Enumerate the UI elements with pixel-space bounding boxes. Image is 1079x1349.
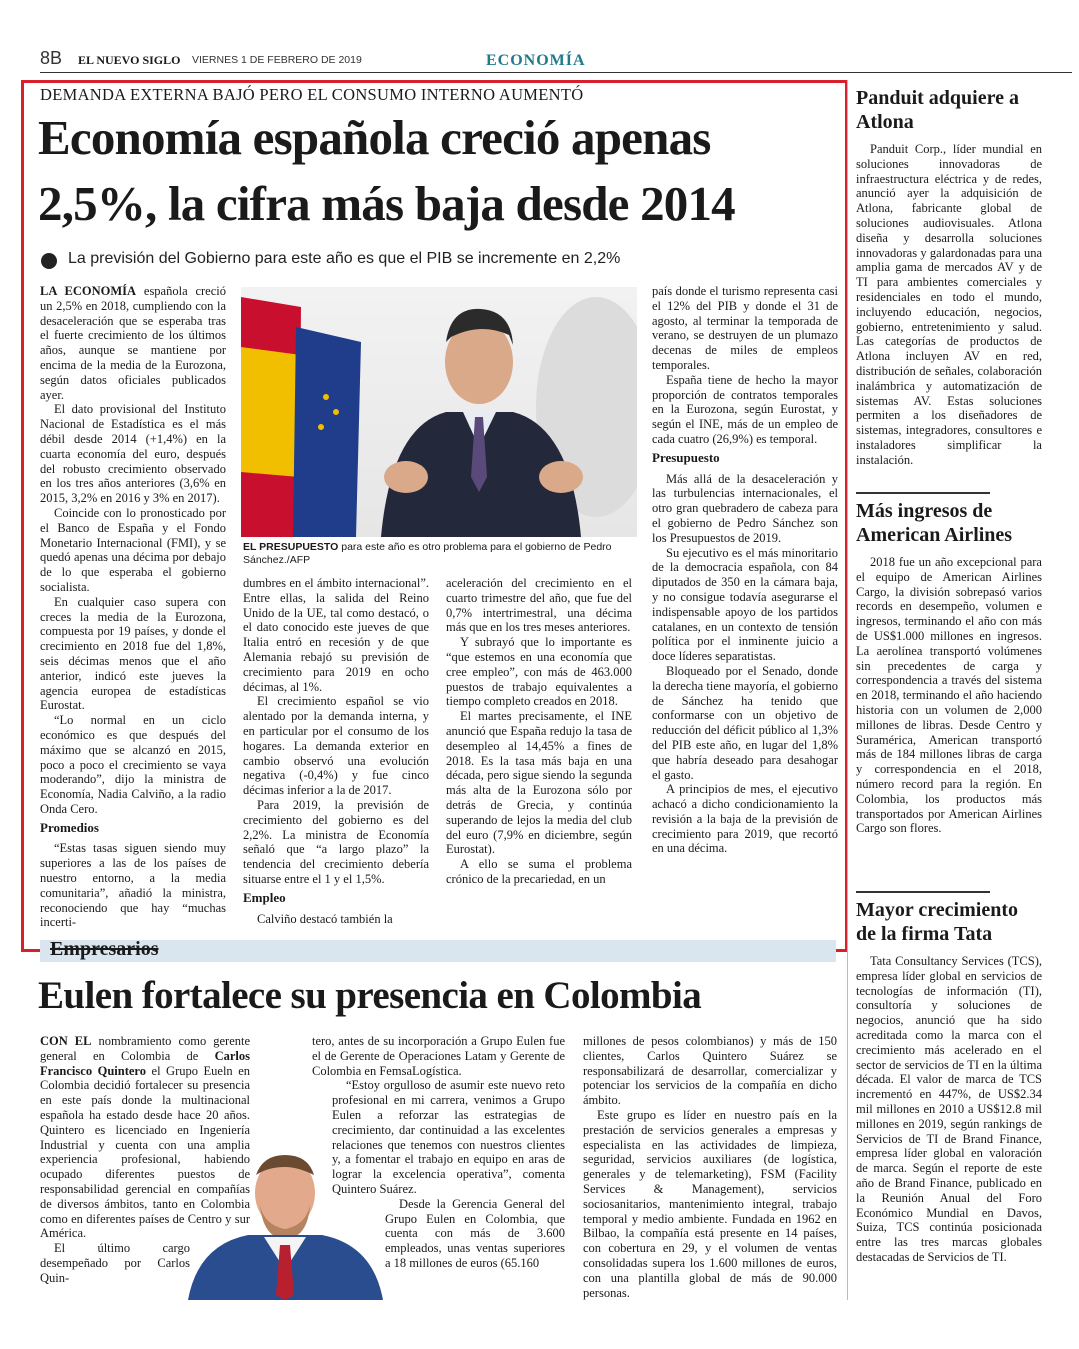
- paragraph: El dato provisional del Instituto Nacional de Estadística es el más débil desde 2014 (+1,4%) en la cuarta economía del euro, después del robusto crecimiento observado en los tres años anteriores (3,6% en 2015, 3,2% en 2016 y 3% en 2017).: [40, 402, 226, 506]
- paragraph: Para 2019, la previsión de crecimiento del gobierno es del 2,2%. La ministra de Economía señaló que “a largo plazo” la tendencia del crecimiento debería situarse entre el 1 y el 1,5%.: [243, 797, 429, 886]
- paragraph: millones de pesos colombianos) y más de 150 clientes, Carlos Quintero Suárez se responsabilizará de desarrollar, comercializar y potenciar los servicios de la compañía en dicho ámbito.: [583, 1034, 837, 1108]
- paragraph: A ello se suma el problema crónico de la precariedad, en un: [446, 857, 632, 886]
- paragraph: El martes precisamente, el INE anunció que España redujo la tasa de desempleo al 14,45% a fines de 2018. Es la tasa más baja en una década, pero sigue siendo la segunda más alta de la Eurozona sólo por detrás de Grecia, y continúa superando de lejos la media del club del euro (7,9% en diciembre, según Eurostat).: [446, 709, 632, 857]
- brief-separator: [856, 492, 990, 494]
- paragraph: el Grupo Eueln en Colombia decidió fortalecer su presencia en este país donde la multinacional española ha estado desde hace 20 años. Quintero es licenciado en Ingeniería Industrial y cuenta con una amplia experiencia profesional, habiendo ocupado diferentes puestos de responsabilidad gerencial en compañías de diversos ámbitos, tanto en Colombia como en diferentes países de Centro y sur América.: [40, 1063, 251, 1241]
- paragraph: Este grupo es líder en nuestro país en la prestación de servicios generales a empresas y especialista en las actividades de limpieza, seguridad, servicios auxiliares (de logística, generales y de telemarketing), FSM (Facility Services & Management), servicios sociosanitarios, mantenimiento integral, trabajo temporal y medio ambiente. Fundada en 1962 en Bilbao, la compañía está presente en 14 países, con cobertura en 29, y el volumen de ventas consolidadas supera los 1.600 millones de euros, con una plantilla global de más de 90.000 personas.: [583, 1107, 837, 1300]
- brief-text: 2018 fue un año excepcional para el equipo de American Airlines Cargo, la división sobrepasó varios records en desempeño, volumen e ingresos, terminando el año con más de US$1.000 millones en ingresos. La aerolínea transportó volúmenes sin precedentes de carga y correspondencia a través del sistema en 2018, terminando el año haciendo historia con un volumen de 2,000 millones de libras. Desde Centro y Suramérica, American transportó más de 184 millones libras de carga y correspondencia en el 2018, número record para la región. En Colombia, los productos más transportados por American Airlines Cargo son flores.: [856, 555, 1042, 836]
- paragraph: En cualquier caso supera con creces la media de la Eurozona, compuesta por 19 países, y donde el crecimiento en 2018 fue del 1,8%, seis décimas menos que el año anterior, indicó este jueves la agencia europea de estadísticas Eurostat.: [40, 594, 226, 713]
- sidebar-divider: [847, 80, 848, 1300]
- paragraph: nombramiento como gerente general en Colombia de: [40, 1034, 251, 1063]
- lead-in: CON EL: [40, 1034, 92, 1048]
- paragraph: Y subrayó que lo importante es “que estemos en una economía que cree empleo”, con más de 463.000 puestos de trabajo equivalentes a tiempo completo creados en 2018.: [446, 635, 632, 709]
- paragraph: “Estoy orgulloso de asumir este nuevo reto profesional en mi carrera, venimos a Grupo Eulen a reforzar las estrategias de crecimiento, dar continuidad a las excelentes relaciones que tenemos con nuestros clientes y, a fomentar el trabajo en equipo en aras de lograr la excelencia operativa”, comenta Quintero Suárez.: [332, 1078, 565, 1196]
- brief-headline: Panduit adquiere a Atlona: [856, 87, 1019, 133]
- paragraph: aceleración del crecimiento en el cuarto trimestre del año, que fue del 0,7% intertrimestral, una décima más que en los tres meses anteriores.: [446, 576, 632, 635]
- issue-date: VIERNES 1 DE FEBRERO DE 2019: [192, 54, 362, 66]
- paragraph: española creció un 2,5% en 2018, cumpliendo con la desaceleración que se esperaba tras el fuerte crecimiento de los últimos años, aunque se mantiene por encima de la media de la Eurozona, según datos oficiales publicados ayer.: [40, 284, 226, 402]
- main-headline-line2: 2,5%, la cifra más baja desde 2014: [38, 176, 735, 231]
- paragraph: “Lo normal en un ciclo económico es que después del máximo que se alcanzó en 2015, poco a poco el crecimiento se vaya moderando”, dijo la ministra de Economía, Nadia Calviño, a la radio Onda Cero.: [40, 713, 226, 816]
- brief-headline: Mayor crecimiento de la firma Tata: [856, 899, 1018, 945]
- paragraph: El crecimiento español se vio alentado por la demanda interna, y en particular por el consumo de los hogares. La demanda exterior en cambio observó una evolución negativa (-0,4%) y fue cinco décimas inferior a la de 2017.: [243, 694, 429, 798]
- paragraph: dumbres en el ámbito internacional”. Entre ellas, la salida del Reino Unido de la UE, tal como destacó, o el dato conocido este jueves de que Italia entró en recesión y de que Alemania rebajó su previsión de crecimiento para 2019 en ocho décimas, al 1%.: [243, 576, 429, 694]
- subhead-empleo: Empleo: [243, 889, 286, 905]
- paragraph: “Estas tasas siguen siendo muy superiores a las de los países de nuestro entorno, a la media comunitaria”, añadió la ministra, reconociendo que hay “muchas incerti-: [40, 841, 226, 930]
- lead-in: LA ECONOMÍA: [40, 284, 137, 298]
- brief-headline: Más ingresos de American Airlines: [856, 500, 1013, 546]
- paragraph: Más allá de la desaceleración y las turbulencias internacionales, el otro gran quebradero de cabeza para el gobierno de Pedro Sánchez son los Presupuestos de 2019.: [652, 471, 838, 545]
- page-number: 8B: [40, 48, 63, 68]
- person-name: Carlos Francisco Quintero: [40, 1048, 251, 1078]
- subhead-presupuesto: Presupuesto: [652, 449, 720, 465]
- paragraph: Coincide con lo pronosticado por el Banco de España y el Fondo Monetario Internacional (FMI), y se quedó apenas una décima por debajo de lo que esperaba el gobierno socialista.: [40, 505, 226, 594]
- paragraph: tero, antes de su incorporación a Grupo Eulen fue el de Gerente de Operaciones Latam y Gerente de Colombia en FemsaLogística.: [312, 1034, 565, 1078]
- brief-text: Panduit Corp., líder mundial en soluciones innovadoras de infraestructura eléctrica y de redes, anunció ayer la adquisición de Atlona, fabricante global de soluciones audiovisuales. Atlona diseña y desarrolla soluciones innovadoras y galardonadas para una amplia gama de mercados AV y de TI para ambientes comerciales y residenciales en todo el mundo, incluyendo educación, negocios, gobierno, entretenimiento y salud. Las categorías de productos de Atlona incluyen AV en red, distribución de señales, colaboración inalámbrica y automatización de sistemas AV. Estas soluciones permiten a los diseñadores de sistemas, integradores, consultores e instaladores simplificar la instalación.: [856, 142, 1042, 467]
- main-kicker: DEMANDA EXTERNA BAJÓ PERO EL CONSUMO INTERNO AUMENTÓ: [40, 85, 584, 104]
- brief-text: Tata Consultancy Services (TCS), empresa líder global en servicios de tecnologías de información (TI), consultoría y soluciones de negocios, anunció que ha sido acreditada como la marca con el crecimiento más acelerado en el sector de servicios de TI en la última década. El valor de marca de TCS incrementó en 447%, de US$2.34 mil millones en 2010 a US$12.8 mil millones en 2019, según rankings de Servicios de TI de Brand Finance, empresa líder global en valoración de marca. Según el reporte de este año de Brand Finance, publicado en la Reunión Anual del Foro Económico Mundial en Davos, Suiza, TCS continúa posicionada entre las tres marcas globales destacadas de Servicios de TI.: [856, 954, 1042, 1264]
- paragraph: país donde el turismo representa casi el 12% del PIB y donde el 31 de agosto, al terminar la temporada de verano, se destruyen de un plumazo decenas de miles de empleos temporales.: [652, 284, 838, 372]
- paragraph: España tiene de hecho la mayor proporción de contratos temporales en la Eurozona, según Eurostat, y según el INE, más de un empleo de cada cuatro (26,9%) es temporal.: [652, 372, 838, 446]
- paragraph: Bloqueado por el Senado, donde la derecha tiene mayoría, el gobierno de Sánchez ha tenido que conformarse con un objetivo de reducción del déficit público al 1,3% del PIB este año, en lugar del 1,8% que habría deseado para desahogar el gasto.: [652, 663, 838, 782]
- paragraph: A principios de mes, el ejecutivo achacó a dicho condicionamiento la revisión a la baja de la previsión de crecimiento para 2019, que recortó en una décima.: [652, 782, 838, 856]
- section-name: ECONOMÍA: [486, 52, 586, 69]
- main-headline-line1: Economía española creció apenas: [38, 110, 711, 165]
- brief-separator: [856, 891, 990, 893]
- paper-name: EL NUEVO SIGLO: [78, 53, 181, 67]
- subhead-promedios: Promedios: [40, 819, 99, 835]
- highlight-frame: [21, 80, 848, 952]
- second-col-3: [583, 1034, 837, 1300]
- second-col-2: [260, 1034, 565, 1271]
- sidebar-brief-1: [856, 86, 1042, 468]
- paragraph: Calviño destacó también la: [257, 911, 393, 926]
- sidebar-brief-2: [856, 499, 1042, 836]
- paragraph: El último cargo desempeñado por Carlos Quin-: [40, 1241, 190, 1285]
- second-headline: Eulen fortalece su presencia en Colombia: [38, 974, 702, 1017]
- section-label: Empresarios: [50, 938, 159, 960]
- masthead-rule: [40, 72, 1072, 73]
- caption-text: para este año es otro problema para el gobierno de Pedro Sánchez./AFP: [243, 541, 612, 566]
- sidebar-brief-3: [856, 898, 1042, 1265]
- main-deck: La previsión del Gobierno para este año es que el PIB se incremente en 2,2%: [68, 250, 621, 267]
- caption-lead: EL PRESUPUESTO: [243, 541, 339, 553]
- paragraph: Desde la Gerencia General del Grupo Eulen en Colombia, que cuenta con más de 3.600 empleados, unas ventas superiores a 18 millones de euros (65.160: [385, 1196, 565, 1270]
- paragraph: Su ejecutivo es el más minoritario de la democracia española, con 84 diputados de 350 en la cámara baja, y no consigue todavía asegurarse el indispensable apoyo de los partidos catalanes, en un contexto de tensión política por el inminente juicio a doce líderes separatistas.: [652, 545, 838, 664]
- section-band: [40, 940, 836, 962]
